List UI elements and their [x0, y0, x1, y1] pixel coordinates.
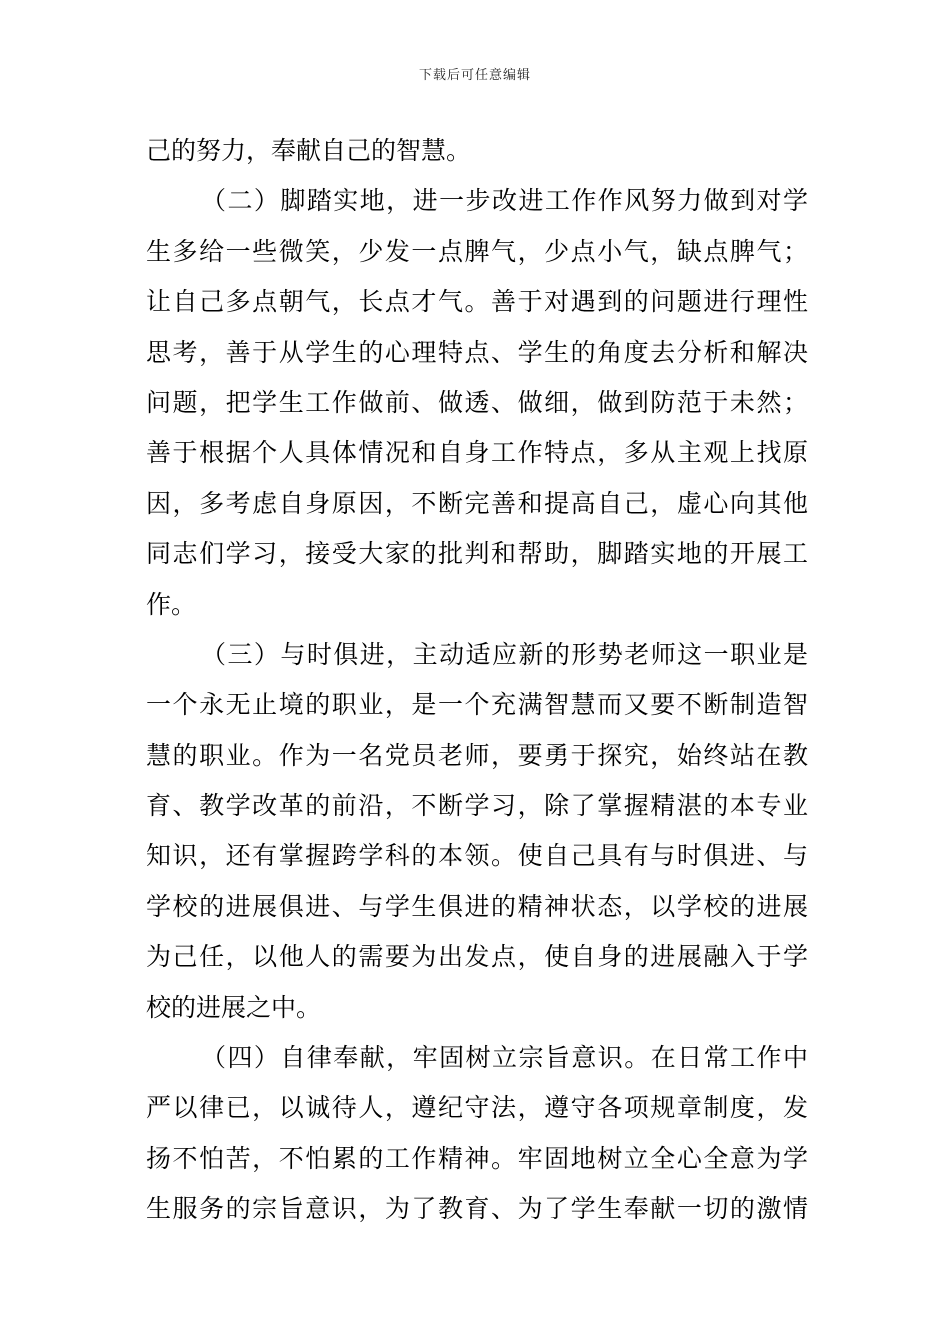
text-line: 同志们学习，接受大家的批判和帮助，脚踏实地的开展工: [146, 539, 808, 569]
paragraph-first-line: （三）与时俱进，主动适应新的形势老师这一职业是: [201, 639, 808, 669]
text-line: 善于根据个人具体情况和自身工作特点，多从主观上找原: [146, 438, 808, 468]
text-line: 己的努力，奉献自己的智慧。: [146, 136, 472, 165]
text-line: 生服务的宗旨意识，为了教育、为了学生奉献一切的激情: [146, 1194, 808, 1224]
text-line: 育、教学改革的前沿，不断学习，除了掌握精湛的本专业: [146, 791, 808, 821]
text-line: 因，多考虑自身原因，不断完善和提高自己，虚心向其他: [146, 488, 808, 518]
document-body: [146, 126, 808, 1235]
text-line: 生多给一些微笑，少发一点脾气，少点小气，缺点脾气；: [146, 236, 808, 266]
text-line: 思考，善于从学生的心理特点、学生的角度去分析和解决: [146, 337, 808, 367]
text-line: 问题，把学生工作做前、做透、做细，做到防范于未然；: [146, 387, 808, 417]
text-line: 为己任，以他人的需要为出发点，使自身的进展融入于学: [146, 942, 808, 972]
paragraph-first-line: （二）脚踏实地，进一步改进工作作风努力做到对学: [201, 186, 808, 216]
text-line: 校的进展之中。: [146, 992, 322, 1022]
page-header-note: 下载后可任意编辑: [418, 68, 531, 83]
text-line: 作。: [146, 589, 197, 619]
text-line: 严以律已，以诚待人，遵纪守法，遵守各项规章制度，发: [146, 1093, 808, 1123]
paragraph-first-line: （四）自律奉献，牢固树立宗旨意识。在日常工作中: [201, 1043, 808, 1073]
text-line: 慧的职业。作为一名党员老师，要勇于探究，始终站在教: [146, 740, 808, 770]
text-line: 扬不怕苦，不怕累的工作精神。牢固地树立全心全意为学: [146, 1143, 808, 1173]
text-line: 让自己多点朝气，长点才气。善于对遇到的问题进行理性: [146, 287, 808, 317]
text-line: 知识，还有掌握跨学科的本领。使自己具有与时俱进、与: [146, 841, 808, 871]
text-line: 一个永无止境的职业，是一个充满智慧而又要不断制造智: [146, 690, 808, 720]
text-line: 学校的进展俱进、与学生俱进的精神状态，以学校的进展: [146, 891, 808, 921]
